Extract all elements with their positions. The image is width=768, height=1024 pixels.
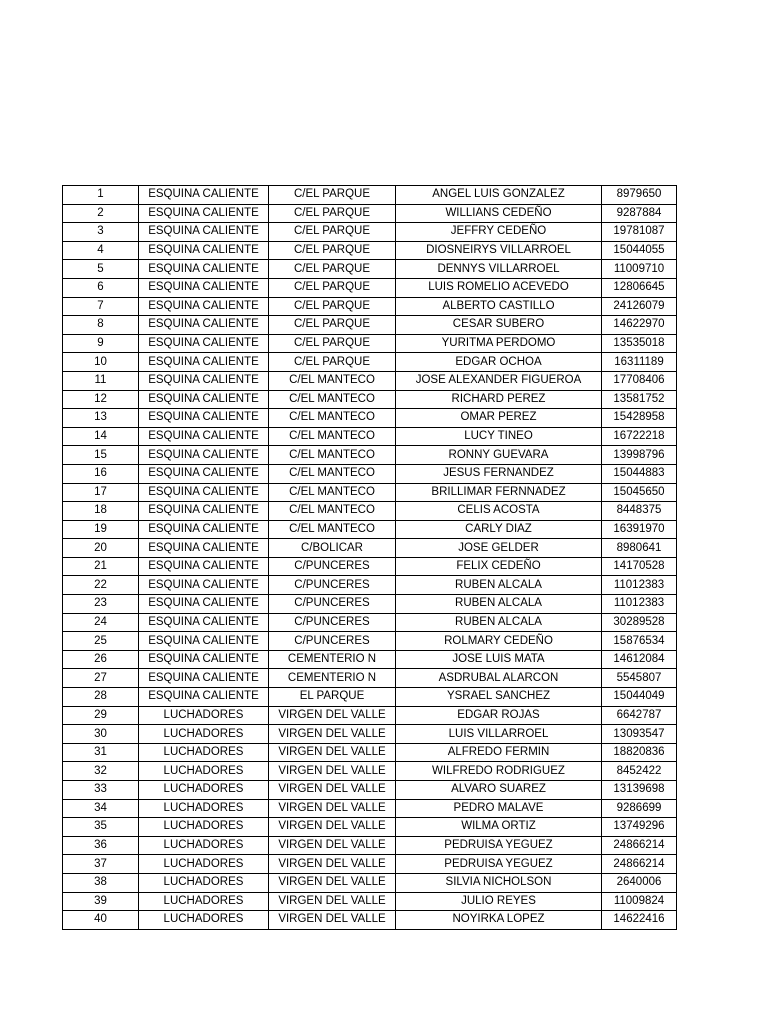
person-name-cell: EDGAR OCHOA (396, 353, 602, 372)
street-cell: VIRGEN DEL VALLE (269, 762, 396, 781)
sector-cell: ESQUINA CALIENTE (139, 595, 269, 614)
street-cell: CEMENTERIO N (269, 650, 396, 669)
table-row (63, 706, 677, 725)
row-number-cell: 1 (63, 186, 139, 205)
row-number-cell: 24 (63, 613, 139, 632)
id-number-cell: 15044883 (602, 464, 677, 483)
row-number-cell: 23 (63, 595, 139, 614)
id-number-cell: 30289528 (602, 613, 677, 632)
id-number-cell: 15876534 (602, 632, 677, 651)
id-number-cell: 18820836 (602, 743, 677, 762)
id-number-cell: 14612084 (602, 650, 677, 669)
street-cell: VIRGEN DEL VALLE (269, 911, 396, 930)
row-number-cell: 39 (63, 892, 139, 911)
row-number-cell: 2 (63, 204, 139, 223)
person-name-cell: ASDRUBAL ALARCON (396, 669, 602, 688)
id-number-cell: 14622416 (602, 911, 677, 930)
street-cell: VIRGEN DEL VALLE (269, 818, 396, 837)
table-row (63, 316, 677, 335)
sector-cell: ESQUINA CALIENTE (139, 260, 269, 279)
row-number-cell: 11 (63, 371, 139, 390)
row-number-cell: 8 (63, 316, 139, 335)
row-number-cell: 21 (63, 557, 139, 576)
street-cell: C/EL MANTECO (269, 390, 396, 409)
sector-cell: LUCHADORES (139, 818, 269, 837)
row-number-cell: 3 (63, 223, 139, 242)
sector-cell: LUCHADORES (139, 743, 269, 762)
id-number-cell: 24126079 (602, 297, 677, 316)
person-name-cell: JEFFRY CEDEÑO (396, 223, 602, 242)
sector-cell: ESQUINA CALIENTE (139, 371, 269, 390)
street-cell: C/PUNCERES (269, 632, 396, 651)
table-row (63, 799, 677, 818)
sector-cell: ESQUINA CALIENTE (139, 427, 269, 446)
person-name-cell: RONNY GUEVARA (396, 446, 602, 465)
table-row (63, 781, 677, 800)
id-number-cell: 14170528 (602, 557, 677, 576)
person-name-cell: OMAR PEREZ (396, 409, 602, 428)
person-name-cell: BRILLIMAR FERNNADEZ (396, 483, 602, 502)
street-cell: VIRGEN DEL VALLE (269, 855, 396, 874)
id-number-cell: 16391970 (602, 520, 677, 539)
street-cell: VIRGEN DEL VALLE (269, 725, 396, 744)
street-cell: C/EL PARQUE (269, 334, 396, 353)
street-cell: VIRGEN DEL VALLE (269, 799, 396, 818)
table-row (63, 613, 677, 632)
row-number-cell: 26 (63, 650, 139, 669)
table-row (63, 446, 677, 465)
row-number-cell: 25 (63, 632, 139, 651)
row-number-cell: 9 (63, 334, 139, 353)
table-row (63, 186, 677, 205)
sector-cell: ESQUINA CALIENTE (139, 650, 269, 669)
person-name-cell: RUBEN ALCALA (396, 595, 602, 614)
street-cell: VIRGEN DEL VALLE (269, 743, 396, 762)
person-name-cell: RUBEN ALCALA (396, 576, 602, 595)
records-table-body (63, 186, 677, 930)
id-number-cell: 19781087 (602, 223, 677, 242)
person-name-cell: CESAR SUBERO (396, 316, 602, 335)
row-number-cell: 37 (63, 855, 139, 874)
sector-cell: ESQUINA CALIENTE (139, 464, 269, 483)
row-number-cell: 20 (63, 539, 139, 558)
table-row (63, 204, 677, 223)
sector-cell: LUCHADORES (139, 706, 269, 725)
person-name-cell: WILFREDO RODRIGUEZ (396, 762, 602, 781)
row-number-cell: 35 (63, 818, 139, 837)
street-cell: C/EL PARQUE (269, 186, 396, 205)
street-cell: VIRGEN DEL VALLE (269, 781, 396, 800)
sector-cell: ESQUINA CALIENTE (139, 334, 269, 353)
table-row (63, 911, 677, 930)
id-number-cell: 12806645 (602, 278, 677, 297)
person-name-cell: PEDRUISA YEGUEZ (396, 855, 602, 874)
street-cell: C/EL PARQUE (269, 223, 396, 242)
table-row (63, 427, 677, 446)
table-row (63, 632, 677, 651)
sector-cell: ESQUINA CALIENTE (139, 557, 269, 576)
id-number-cell: 16722218 (602, 427, 677, 446)
id-number-cell: 11012383 (602, 576, 677, 595)
row-number-cell: 19 (63, 520, 139, 539)
table-row (63, 223, 677, 242)
street-cell: C/EL MANTECO (269, 409, 396, 428)
person-name-cell: YSRAEL SANCHEZ (396, 688, 602, 707)
street-cell: C/EL PARQUE (269, 260, 396, 279)
person-name-cell: SILVIA NICHOLSON (396, 873, 602, 892)
table-row (63, 483, 677, 502)
row-number-cell: 14 (63, 427, 139, 446)
street-cell: C/EL PARQUE (269, 204, 396, 223)
row-number-cell: 22 (63, 576, 139, 595)
sector-cell: LUCHADORES (139, 892, 269, 911)
id-number-cell: 17708406 (602, 371, 677, 390)
table-row (63, 818, 677, 837)
table-row (63, 688, 677, 707)
id-number-cell: 8980641 (602, 539, 677, 558)
table-row (63, 595, 677, 614)
sector-cell: ESQUINA CALIENTE (139, 576, 269, 595)
table-row (63, 297, 677, 316)
id-number-cell: 9286699 (602, 799, 677, 818)
sector-cell: LUCHADORES (139, 781, 269, 800)
sector-cell: LUCHADORES (139, 725, 269, 744)
id-number-cell: 13998796 (602, 446, 677, 465)
sector-cell: ESQUINA CALIENTE (139, 297, 269, 316)
row-number-cell: 16 (63, 464, 139, 483)
id-number-cell: 11012383 (602, 595, 677, 614)
person-name-cell: RUBEN ALCALA (396, 613, 602, 632)
street-cell: C/PUNCERES (269, 557, 396, 576)
person-name-cell: RICHARD PEREZ (396, 390, 602, 409)
table-row (63, 669, 677, 688)
table-row (63, 502, 677, 521)
person-name-cell: JULIO REYES (396, 892, 602, 911)
sector-cell: ESQUINA CALIENTE (139, 613, 269, 632)
id-number-cell: 15044049 (602, 688, 677, 707)
sector-cell: ESQUINA CALIENTE (139, 390, 269, 409)
records-table (62, 185, 677, 930)
table-row (63, 539, 677, 558)
person-name-cell: JESUS FERNANDEZ (396, 464, 602, 483)
person-name-cell: WILMA ORTIZ (396, 818, 602, 837)
table-row (63, 836, 677, 855)
person-name-cell: ALVARO SUAREZ (396, 781, 602, 800)
person-name-cell: NOYIRKA LOPEZ (396, 911, 602, 930)
id-number-cell: 14622970 (602, 316, 677, 335)
street-cell: C/EL PARQUE (269, 278, 396, 297)
row-number-cell: 15 (63, 446, 139, 465)
id-number-cell: 15044055 (602, 241, 677, 260)
person-name-cell: FELIX CEDEÑO (396, 557, 602, 576)
street-cell: C/EL MANTECO (269, 464, 396, 483)
person-name-cell: LUIS ROMELIO ACEVEDO (396, 278, 602, 297)
sector-cell: ESQUINA CALIENTE (139, 688, 269, 707)
street-cell: VIRGEN DEL VALLE (269, 836, 396, 855)
person-name-cell: ALBERTO CASTILLO (396, 297, 602, 316)
id-number-cell: 15045650 (602, 483, 677, 502)
id-number-cell: 13581752 (602, 390, 677, 409)
id-number-cell: 24866214 (602, 855, 677, 874)
table-row (63, 334, 677, 353)
row-number-cell: 12 (63, 390, 139, 409)
sector-cell: ESQUINA CALIENTE (139, 539, 269, 558)
person-name-cell: PEDRO MALAVE (396, 799, 602, 818)
id-number-cell: 6642787 (602, 706, 677, 725)
table-row (63, 873, 677, 892)
table-row (63, 390, 677, 409)
table-row (63, 409, 677, 428)
person-name-cell: DIOSNEIRYS VILLARROEL (396, 241, 602, 260)
street-cell: C/EL PARQUE (269, 353, 396, 372)
row-number-cell: 38 (63, 873, 139, 892)
sector-cell: ESQUINA CALIENTE (139, 446, 269, 465)
street-cell: C/EL MANTECO (269, 427, 396, 446)
spreadsheet-page (62, 185, 676, 930)
street-cell: C/EL MANTECO (269, 446, 396, 465)
id-number-cell: 16311189 (602, 353, 677, 372)
table-row (63, 353, 677, 372)
street-cell: VIRGEN DEL VALLE (269, 892, 396, 911)
sector-cell: ESQUINA CALIENTE (139, 278, 269, 297)
row-number-cell: 17 (63, 483, 139, 502)
table-row (63, 762, 677, 781)
street-cell: C/EL MANTECO (269, 483, 396, 502)
id-number-cell: 9287884 (602, 204, 677, 223)
row-number-cell: 6 (63, 278, 139, 297)
table-row (63, 725, 677, 744)
person-name-cell: CELIS ACOSTA (396, 502, 602, 521)
id-number-cell: 13093547 (602, 725, 677, 744)
street-cell: C/EL MANTECO (269, 371, 396, 390)
street-cell: CEMENTERIO N (269, 669, 396, 688)
row-number-cell: 13 (63, 409, 139, 428)
row-number-cell: 18 (63, 502, 139, 521)
id-number-cell: 8979650 (602, 186, 677, 205)
id-number-cell: 11009710 (602, 260, 677, 279)
street-cell: C/PUNCERES (269, 613, 396, 632)
sector-cell: ESQUINA CALIENTE (139, 669, 269, 688)
person-name-cell: YURITMA PERDOMO (396, 334, 602, 353)
sector-cell: LUCHADORES (139, 873, 269, 892)
id-number-cell: 13139698 (602, 781, 677, 800)
person-name-cell: LUIS VILLARROEL (396, 725, 602, 744)
person-name-cell: JOSE ALEXANDER FIGUEROA (396, 371, 602, 390)
street-cell: VIRGEN DEL VALLE (269, 873, 396, 892)
row-number-cell: 27 (63, 669, 139, 688)
table-row (63, 743, 677, 762)
row-number-cell: 33 (63, 781, 139, 800)
street-cell: C/BOLICAR (269, 539, 396, 558)
id-number-cell: 24866214 (602, 836, 677, 855)
street-cell: C/EL MANTECO (269, 502, 396, 521)
sector-cell: ESQUINA CALIENTE (139, 204, 269, 223)
table-row (63, 464, 677, 483)
row-number-cell: 30 (63, 725, 139, 744)
person-name-cell: ALFREDO FERMIN (396, 743, 602, 762)
id-number-cell: 13535018 (602, 334, 677, 353)
sector-cell: ESQUINA CALIENTE (139, 632, 269, 651)
person-name-cell: CARLY DIAZ (396, 520, 602, 539)
sector-cell: ESQUINA CALIENTE (139, 241, 269, 260)
row-number-cell: 28 (63, 688, 139, 707)
sector-cell: ESQUINA CALIENTE (139, 353, 269, 372)
id-number-cell: 15428958 (602, 409, 677, 428)
sector-cell: ESQUINA CALIENTE (139, 316, 269, 335)
street-cell: VIRGEN DEL VALLE (269, 706, 396, 725)
id-number-cell: 11009824 (602, 892, 677, 911)
person-name-cell: JOSE LUIS MATA (396, 650, 602, 669)
table-row (63, 371, 677, 390)
row-number-cell: 10 (63, 353, 139, 372)
person-name-cell: JOSE GELDER (396, 539, 602, 558)
row-number-cell: 32 (63, 762, 139, 781)
row-number-cell: 5 (63, 260, 139, 279)
person-name-cell: PEDRUISA YEGUEZ (396, 836, 602, 855)
row-number-cell: 4 (63, 241, 139, 260)
table-row (63, 855, 677, 874)
street-cell: C/EL PARQUE (269, 297, 396, 316)
person-name-cell: DENNYS VILLARROEL (396, 260, 602, 279)
id-number-cell: 2640006 (602, 873, 677, 892)
sector-cell: LUCHADORES (139, 836, 269, 855)
row-number-cell: 34 (63, 799, 139, 818)
table-row (63, 892, 677, 911)
sector-cell: ESQUINA CALIENTE (139, 223, 269, 242)
street-cell: C/EL MANTECO (269, 520, 396, 539)
street-cell: C/PUNCERES (269, 595, 396, 614)
person-name-cell: ROLMARY CEDEÑO (396, 632, 602, 651)
sector-cell: LUCHADORES (139, 855, 269, 874)
table-row (63, 260, 677, 279)
sector-cell: LUCHADORES (139, 799, 269, 818)
row-number-cell: 29 (63, 706, 139, 725)
person-name-cell: LUCY TINEO (396, 427, 602, 446)
row-number-cell: 7 (63, 297, 139, 316)
sector-cell: ESQUINA CALIENTE (139, 483, 269, 502)
table-row (63, 520, 677, 539)
person-name-cell: WILLIANS CEDEÑO (396, 204, 602, 223)
id-number-cell: 8452422 (602, 762, 677, 781)
sector-cell: ESQUINA CALIENTE (139, 502, 269, 521)
table-row (63, 557, 677, 576)
street-cell: C/EL PARQUE (269, 316, 396, 335)
table-row (63, 576, 677, 595)
sector-cell: ESQUINA CALIENTE (139, 186, 269, 205)
street-cell: C/PUNCERES (269, 576, 396, 595)
sector-cell: ESQUINA CALIENTE (139, 409, 269, 428)
street-cell: C/EL PARQUE (269, 241, 396, 260)
person-name-cell: EDGAR ROJAS (396, 706, 602, 725)
row-number-cell: 36 (63, 836, 139, 855)
sector-cell: LUCHADORES (139, 762, 269, 781)
row-number-cell: 31 (63, 743, 139, 762)
table-row (63, 241, 677, 260)
id-number-cell: 13749296 (602, 818, 677, 837)
street-cell: EL PARQUE (269, 688, 396, 707)
id-number-cell: 5545807 (602, 669, 677, 688)
id-number-cell: 8448375 (602, 502, 677, 521)
table-row (63, 278, 677, 297)
row-number-cell: 40 (63, 911, 139, 930)
table-row (63, 650, 677, 669)
sector-cell: LUCHADORES (139, 911, 269, 930)
person-name-cell: ANGEL LUIS GONZALEZ (396, 186, 602, 205)
sector-cell: ESQUINA CALIENTE (139, 520, 269, 539)
